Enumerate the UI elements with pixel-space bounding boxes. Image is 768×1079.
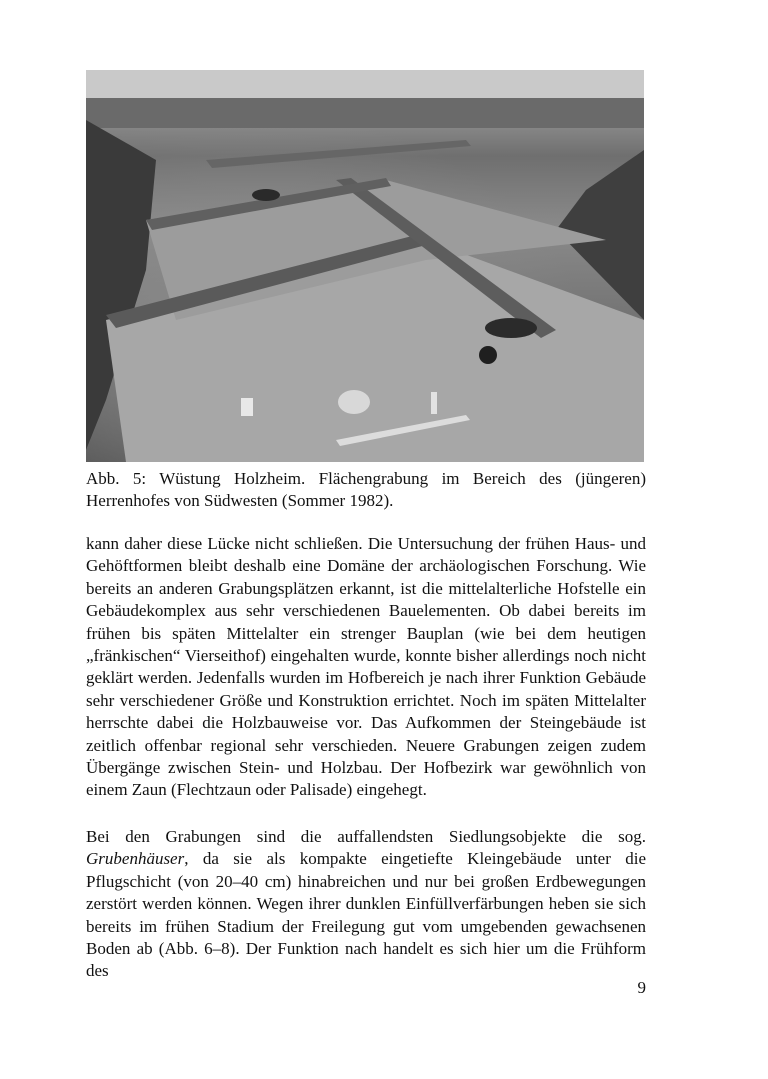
figure-caption: Abb. 5: Wüstung Holzheim. Flächengrabung im Bereich des (jüngeren) Herrenhofes von Südwesten (Sommer 1982). xyxy=(86,469,646,510)
body-paragraph-1: kann daher diese Lücke nicht schließen. Die Untersuchung der frühen Haus- und Gehöftformen bleibt deshalb eine Domäne der archäologischen Forschung. Wie bereits an anderen Grabungsplätzen erkannt, ist die mittelalterliche Hofstelle ein Gebäudekomplex aus sehr verschiedenen Bauelementen. Ob dabei bereits im frühen bis späten Mittelalter ein strenger Bauplan (wie bei dem heutigen „fränkischen“ Vierseithof) eingehalten wurde, konnte bisher allerdings noch nicht geklärt werden. Jedenfalls wurden im Hofbereich je nach ihrer Funktion Gebäude sehr verschiedener Größe und Konstruktion errichtet. Noch im späten Mittelalter herrschte dabei die Holzbauweise vor. Das Aufkommen der Steingebäude ist zeitlich offenbar regional sehr verschieden. Neuere Grabungen zeigen zudem Übergänge zwischen Stein- und Holzbau. Der Hofbezirk war gewöhnlich von einem Zaun (Flechtzaun oder Palisade) eingehegt. xyxy=(86,534,646,800)
body-paragraph-2 xyxy=(86,826,646,983)
excavation-photo-drawing xyxy=(86,70,644,462)
paragraph-2-lead: Bei den Grabungen sind die auffallendsten Siedlungsobjekte die sog. xyxy=(86,827,646,846)
term-grubenhaeuser: Grubenhäuser xyxy=(86,849,185,869)
page-number: 9 xyxy=(637,978,646,997)
excavation-photo xyxy=(86,70,644,462)
paragraph-2-rest: , da sie als kompakte eingetiefte Kleingebäude unter die Pflugschicht (von 20–40 cm) hinabreichen und nur bei großen Erdbewegungen zerstört werden können. Wegen ihrer dunklen Einfüllverfärbungen heben sie sich bereits im frühen Stadium der Freilegung gut vom umgebenden gewachsenen Boden ab (Abb. 6–8). Der Funktion nach handelt es sich hier um die Frühform des xyxy=(86,849,646,981)
